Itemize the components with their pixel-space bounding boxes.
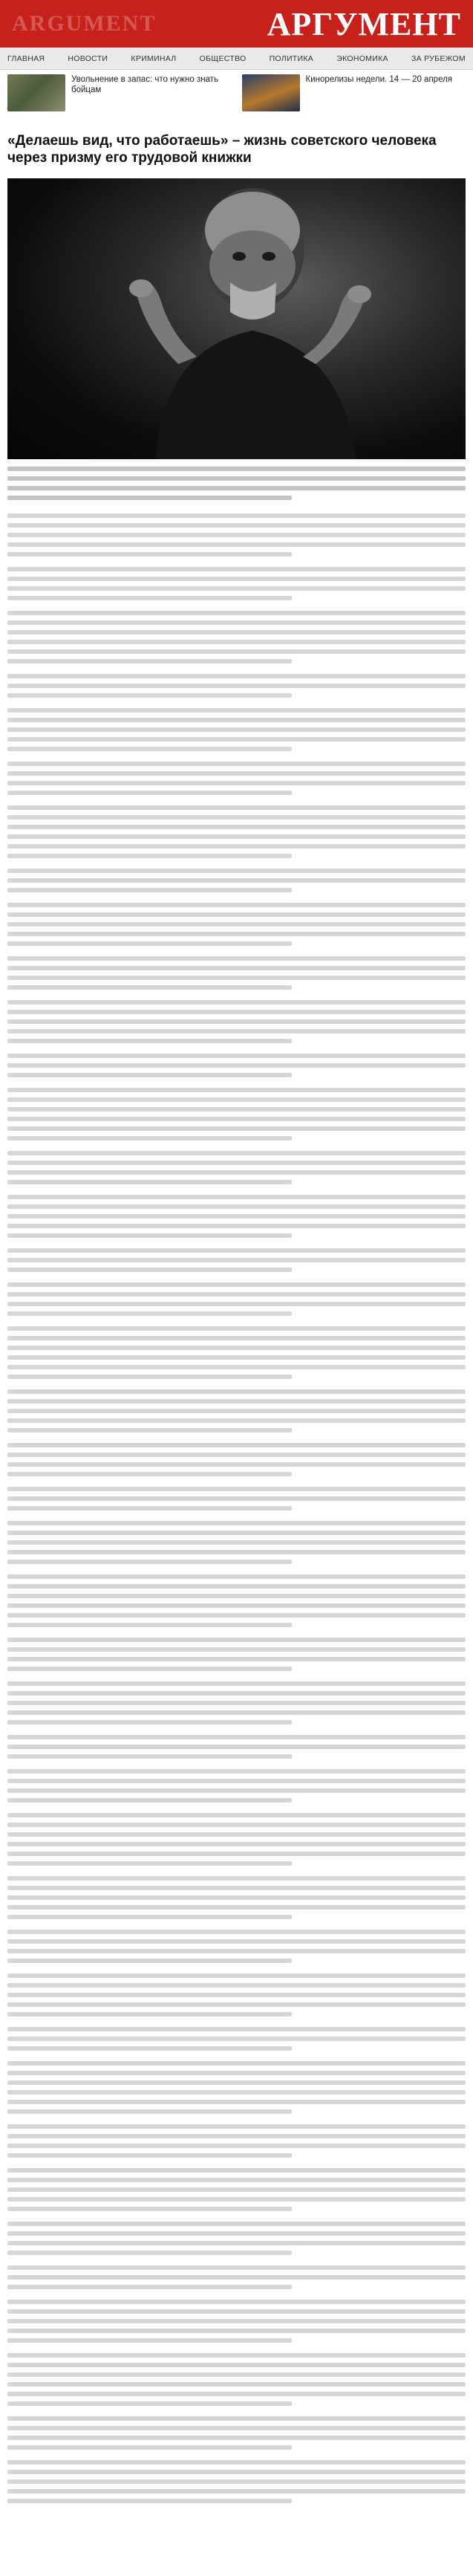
text-line — [7, 781, 466, 785]
text-line — [7, 932, 466, 936]
article-paragraph — [7, 1326, 466, 1379]
text-line — [7, 956, 466, 961]
text-line — [7, 708, 466, 713]
text-line — [7, 674, 466, 678]
text-line — [7, 1983, 466, 1988]
text-line — [7, 1779, 466, 1783]
article-paragraph — [7, 2027, 466, 2051]
text-line — [7, 2499, 292, 2503]
text-line — [7, 2134, 466, 2138]
text-line — [7, 542, 466, 547]
teaser-title[interactable]: Увольнение в запас: что нужно знать бойцам — [71, 75, 218, 94]
article-paragraph — [7, 869, 466, 892]
text-line — [7, 1117, 466, 1121]
article-paragraph — [7, 1151, 466, 1184]
text-line — [7, 1701, 466, 1705]
text-line — [7, 1073, 292, 1077]
text-line — [7, 533, 466, 537]
text-line — [7, 467, 466, 471]
text-line — [7, 2489, 466, 2494]
article-paragraph — [7, 2416, 466, 2450]
text-line — [7, 791, 292, 795]
text-line — [7, 1428, 292, 1433]
text-line — [7, 1613, 466, 1618]
text-line — [7, 1355, 466, 1360]
text-line — [7, 1745, 466, 1749]
text-line — [7, 496, 292, 500]
text-line — [7, 966, 466, 970]
text-line — [7, 1039, 292, 1043]
nav-item-abroad[interactable]: ЗА РУБЕЖОМ — [411, 53, 466, 63]
main-nav — [0, 48, 473, 70]
text-line — [7, 1268, 292, 1272]
text-line — [7, 747, 292, 751]
text-line — [7, 596, 292, 600]
text-line — [7, 985, 292, 990]
text-line — [7, 620, 466, 625]
text-line — [7, 1170, 466, 1175]
text-line — [7, 2300, 466, 2304]
article-body — [7, 467, 466, 2569]
text-line — [7, 1861, 292, 1866]
text-line — [7, 2265, 466, 2270]
article-paragraph — [7, 2353, 466, 2406]
article-paragraph — [7, 2460, 466, 2503]
article-hero-photo — [7, 178, 466, 459]
text-line — [7, 771, 466, 776]
text-line — [7, 2071, 466, 2075]
text-line — [7, 2426, 466, 2430]
text-line — [7, 1540, 466, 1545]
text-line — [7, 2309, 466, 2314]
text-line — [7, 611, 466, 615]
text-line — [7, 2027, 466, 2031]
text-line — [7, 922, 466, 927]
text-line — [7, 1905, 466, 1910]
text-line — [7, 727, 466, 732]
text-line — [7, 1054, 466, 1058]
article-paragraph — [7, 1574, 466, 1627]
article-paragraph — [7, 2300, 466, 2343]
text-line — [7, 523, 466, 528]
text-line — [7, 1603, 466, 1608]
text-line — [7, 1521, 466, 1525]
text-line — [7, 976, 466, 980]
text-line — [7, 2285, 292, 2289]
text-line — [7, 1409, 466, 1413]
text-line — [7, 2353, 466, 2358]
text-line — [7, 1107, 466, 1112]
text-line — [7, 1161, 466, 1165]
text-line — [7, 2460, 466, 2465]
article-paragraph — [7, 1973, 466, 2017]
text-line — [7, 2187, 466, 2192]
text-line — [7, 1560, 292, 1564]
text-line — [7, 1754, 292, 1759]
article-paragraph — [7, 2222, 466, 2255]
text-line — [7, 941, 292, 946]
article-paragraph — [7, 1282, 466, 1316]
text-line — [7, 1939, 466, 1944]
text-line — [7, 1063, 466, 1068]
teaser-thumbnail[interactable] — [7, 74, 65, 111]
text-line — [7, 2251, 292, 2255]
text-line — [7, 684, 466, 688]
text-line — [7, 869, 466, 873]
text-line — [7, 1798, 292, 1803]
text-line — [7, 1506, 292, 1511]
article-paragraph — [7, 1054, 466, 1077]
article-paragraph — [7, 1521, 466, 1564]
article-paragraph — [7, 956, 466, 990]
text-line — [7, 762, 466, 766]
text-line — [7, 1097, 466, 1102]
text-line — [7, 1487, 466, 1491]
text-line — [7, 2061, 466, 2066]
text-line — [7, 2338, 292, 2343]
text-line — [7, 888, 292, 892]
text-line — [7, 1233, 292, 1238]
text-line — [7, 2144, 466, 2148]
text-line — [7, 1788, 466, 1793]
text-line — [7, 1224, 466, 1228]
article-headline: «Делаешь вид, что работаешь» – жизнь советского человека через призму его трудовой книжки — [7, 133, 437, 166]
text-line — [7, 1915, 292, 1919]
text-line — [7, 1842, 466, 1846]
article-paragraph — [7, 2265, 466, 2289]
article-paragraph — [7, 903, 466, 946]
text-line — [7, 2436, 466, 2440]
article-paragraph — [7, 762, 466, 795]
article-paragraph — [7, 611, 466, 664]
text-line — [7, 2231, 466, 2236]
text-line — [7, 2168, 466, 2173]
masthead-ghost-text: ARGUMENT — [12, 11, 157, 36]
article-paragraph — [7, 513, 466, 557]
text-line — [7, 1959, 292, 1963]
text-line — [7, 486, 466, 490]
nav-item-crime[interactable]: КРИМИНАЛ — [131, 53, 177, 63]
teaser-thumbnail[interactable] — [242, 74, 300, 111]
article-paragraph — [7, 1000, 466, 1043]
text-line — [7, 1136, 292, 1141]
text-line — [7, 2392, 466, 2396]
text-line — [7, 1336, 466, 1340]
article-paragraph — [7, 1735, 466, 1759]
article-paragraph — [7, 2124, 466, 2158]
text-line — [7, 2002, 466, 2007]
article-paragraph — [7, 1248, 466, 1272]
text-line — [7, 1584, 466, 1589]
text-line — [7, 1657, 466, 1661]
text-line — [7, 1681, 466, 1686]
text-line — [7, 1930, 466, 1934]
text-line — [7, 2153, 292, 2158]
text-line — [7, 1647, 466, 1652]
article-paragraph — [7, 1930, 466, 1963]
text-line — [7, 1852, 466, 1856]
text-line — [7, 649, 466, 654]
text-line — [7, 815, 466, 820]
portrait-illustration — [7, 178, 466, 459]
text-line — [7, 1594, 466, 1598]
text-line — [7, 2109, 292, 2114]
text-line — [7, 693, 292, 698]
text-line — [7, 1311, 292, 1316]
text-line — [7, 1282, 466, 1287]
text-line — [7, 640, 466, 644]
text-line — [7, 513, 466, 518]
text-line — [7, 2470, 466, 2474]
text-line — [7, 1823, 466, 1827]
text-line — [7, 1832, 466, 1837]
text-line — [7, 1691, 466, 1696]
text-line — [7, 1623, 292, 1627]
teaser-strip — [7, 74, 466, 126]
nav-item-society[interactable]: ОБЩЕСТВО — [199, 53, 247, 63]
text-line — [7, 1443, 466, 1447]
article-paragraph — [7, 1088, 466, 1141]
text-line — [7, 1126, 466, 1131]
article-paragraph — [7, 1681, 466, 1725]
article-paragraph — [7, 1487, 466, 1511]
text-line — [7, 1010, 466, 1014]
text-line — [7, 1088, 466, 1092]
text-line — [7, 1029, 466, 1034]
nav-item-politics[interactable]: ПОЛИТИКА — [269, 53, 314, 63]
text-line — [7, 2037, 466, 2041]
text-line — [7, 912, 466, 917]
text-line — [7, 2275, 466, 2280]
text-line — [7, 1365, 466, 1369]
text-line — [7, 1550, 466, 1554]
text-line — [7, 1151, 466, 1155]
article-lead-paragraph — [7, 467, 466, 500]
text-line — [7, 1258, 466, 1262]
text-line — [7, 878, 466, 883]
article-paragraph — [7, 567, 466, 600]
text-line — [7, 1667, 292, 1671]
text-line — [7, 1886, 466, 1890]
text-line — [7, 2363, 466, 2367]
text-line — [7, 834, 466, 839]
article-paragraph — [7, 1389, 466, 1433]
text-line — [7, 567, 466, 571]
article-paragraph — [7, 1195, 466, 1238]
text-line — [7, 2222, 466, 2226]
text-line — [7, 737, 466, 742]
text-line — [7, 903, 466, 907]
site-logo[interactable]: АРГУМЕНТ — [267, 5, 461, 42]
text-line — [7, 825, 466, 829]
text-line — [7, 1462, 466, 1467]
text-line — [7, 1180, 292, 1184]
text-line — [7, 2319, 466, 2323]
text-line — [7, 586, 466, 591]
article-paragraph — [7, 1443, 466, 1476]
text-line — [7, 2080, 466, 2085]
text-line — [7, 2090, 466, 2095]
article-paragraph — [7, 1638, 466, 1671]
article-paragraph — [7, 1876, 466, 1919]
text-line — [7, 2207, 292, 2211]
text-line — [7, 1720, 292, 1725]
text-line — [7, 2100, 466, 2104]
article-paragraph — [7, 2168, 466, 2211]
text-line — [7, 1769, 466, 1774]
text-line — [7, 1375, 292, 1379]
text-line — [7, 1204, 466, 1209]
text-line — [7, 1453, 466, 1457]
text-line — [7, 1418, 466, 1423]
text-line — [7, 1531, 466, 1535]
text-line — [7, 552, 292, 557]
text-line — [7, 2046, 292, 2051]
article-paragraph — [7, 1769, 466, 1803]
nav-item-economy[interactable]: ЭКОНОМИКА — [336, 53, 388, 63]
text-line — [7, 1346, 466, 1350]
nav-item-news[interactable]: НОВОСТИ — [68, 53, 108, 63]
text-line — [7, 2382, 466, 2387]
text-line — [7, 1248, 466, 1253]
text-line — [7, 1895, 466, 1900]
text-line — [7, 2012, 292, 2017]
text-line — [7, 1710, 466, 1715]
text-line — [7, 476, 466, 481]
text-line — [7, 1214, 466, 1219]
article-paragraph — [7, 674, 466, 698]
text-line — [7, 2445, 292, 2450]
text-line — [7, 2401, 292, 2406]
text-line — [7, 844, 466, 849]
text-line — [7, 2178, 466, 2182]
text-line — [7, 1638, 466, 1642]
text-line — [7, 1949, 466, 1953]
text-line — [7, 1876, 466, 1881]
text-line — [7, 1399, 466, 1404]
text-line — [7, 2416, 466, 2421]
text-line — [7, 854, 292, 858]
text-line — [7, 630, 466, 635]
text-line — [7, 2479, 466, 2484]
text-line — [7, 1496, 466, 1501]
text-line — [7, 718, 466, 722]
article-paragraph — [7, 1813, 466, 1866]
text-line — [7, 1472, 292, 1476]
text-line — [7, 1735, 466, 1739]
teaser-title[interactable]: Кинорелизы недели. 14 — 20 апреля — [305, 75, 453, 84]
text-line — [7, 1292, 466, 1297]
article-paragraph — [7, 2061, 466, 2114]
masthead — [0, 0, 473, 48]
text-line — [7, 2241, 466, 2245]
article-paragraph — [7, 708, 466, 751]
text-line — [7, 2197, 466, 2202]
text-line — [7, 577, 466, 581]
teaser-card[interactable] — [242, 74, 466, 126]
text-line — [7, 1000, 466, 1005]
text-line — [7, 1574, 466, 1579]
text-line — [7, 2372, 466, 2377]
text-line — [7, 1019, 466, 1024]
text-line — [7, 1973, 466, 1978]
text-line — [7, 2124, 466, 2129]
text-line — [7, 1389, 466, 1394]
text-line — [7, 1302, 466, 1306]
text-line — [7, 1326, 466, 1331]
text-line — [7, 2329, 466, 2333]
text-line — [7, 1195, 466, 1199]
text-line — [7, 1993, 466, 1997]
article-paragraph — [7, 805, 466, 858]
nav-item-home[interactable]: ГЛАВНАЯ — [7, 53, 45, 63]
text-line — [7, 805, 466, 810]
text-line — [7, 1813, 466, 1817]
text-line — [7, 659, 292, 664]
teaser-card[interactable] — [7, 74, 232, 126]
